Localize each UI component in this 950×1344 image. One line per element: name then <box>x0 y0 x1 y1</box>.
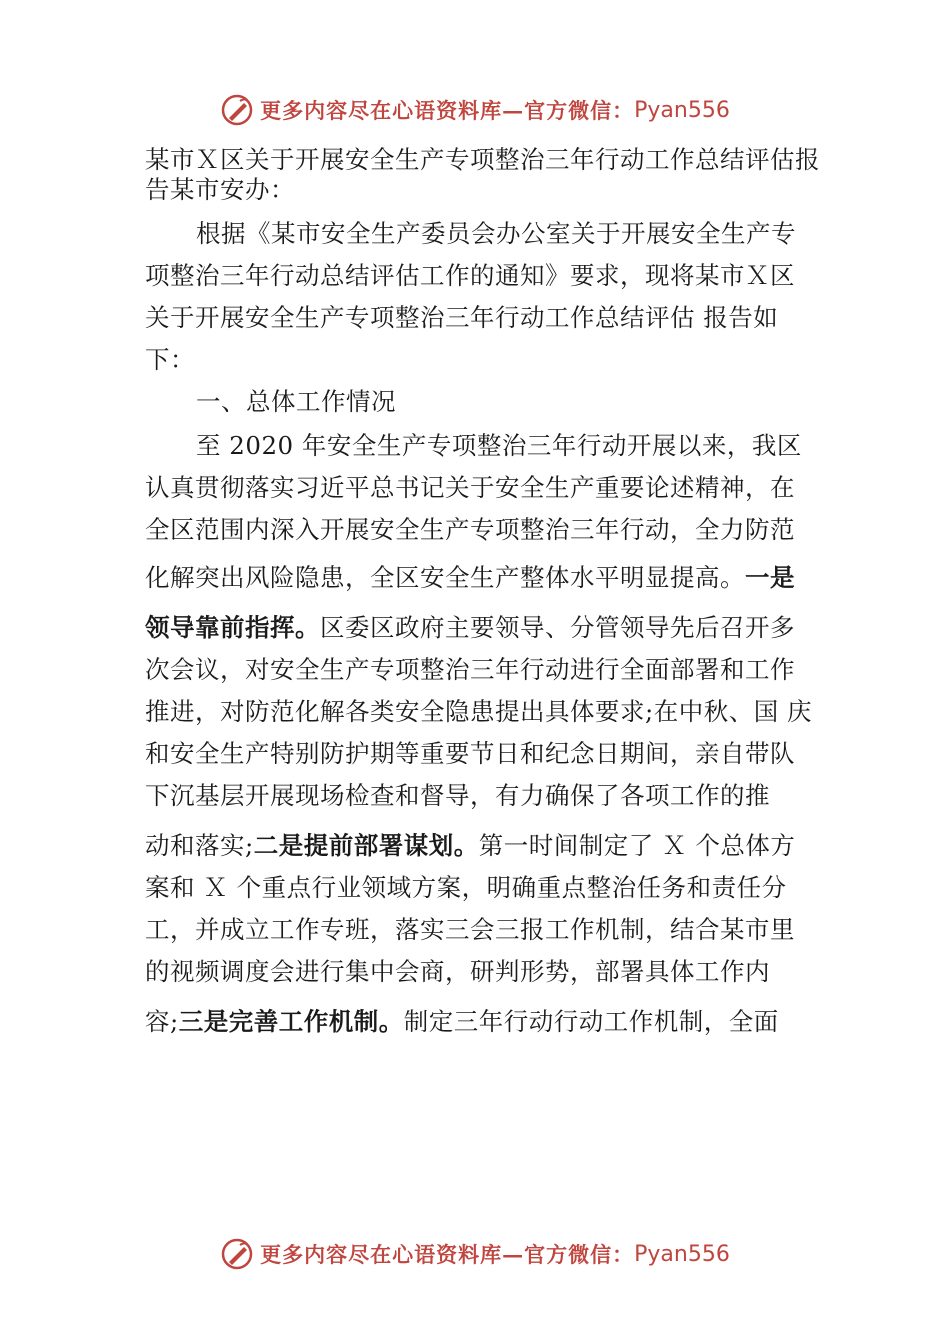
paragraph-line <box>145 562 795 594</box>
paragraph-line: 根据《某市安全生产委员会办公室关于开展安全生产专 <box>196 219 796 248</box>
paragraph-line: 和安全生产特别防护期等重要节日和纪念日期间，亲自带队 <box>145 739 795 768</box>
paragraph-line <box>145 830 795 862</box>
paragraph-line: 认真贯彻落实习近平总书记关于安全生产重要论述精神，在 <box>145 473 795 502</box>
paragraph-line: 下： <box>145 345 195 374</box>
section-heading: 一、总体工作情况 <box>196 387 396 416</box>
text-run: 动和落实; <box>145 831 254 860</box>
paragraph-line: 推进，对防范化解各类安全隐患提出具体要求;在中秋、国 庆 <box>145 697 813 726</box>
paragraph-line: 案和 Ｘ 个重点行业领域方案，明确重点整治任务和责任分 <box>145 873 787 902</box>
text-run: 容; <box>145 1007 179 1036</box>
bold-text-run: 领导靠前指挥。 <box>145 613 320 642</box>
bold-text-run: 一是 <box>745 563 795 592</box>
doc-title-line: 某市Ｘ区关于开展安全生产专项整治三年行动工作总结评估报 <box>145 145 820 174</box>
paragraph-line <box>145 612 795 644</box>
paragraph-line <box>145 1006 779 1038</box>
paragraph-line: 全区范围内深入开展安全生产专项整治三年行动，全力防范 <box>145 515 795 544</box>
bold-text-run: 三是完善工作机制。 <box>178 1007 404 1036</box>
paragraph-line: 工，并成立工作专班，落实三会三报工作机制，结合某市里 <box>145 915 795 944</box>
banner-text: 更多内容尽在心语资料库—官方微信： <box>260 98 635 123</box>
banner-text: 更多内容尽在心语资料库—官方微信： <box>260 1242 635 1267</box>
pen-logo-icon <box>220 93 254 127</box>
paragraph-line: 次会议，对安全生产专项整治三年行动进行全面部署和工作 <box>145 655 795 684</box>
banner-account: Pyan556 <box>634 97 730 123</box>
bold-text-run: 二是提前部署谋划。 <box>253 831 479 860</box>
pen-logo-icon <box>220 1237 254 1271</box>
footer-banner <box>0 1232 950 1276</box>
paragraph-line: 至 2020 年安全生产专项整治三年行动开展以来，我区 <box>196 431 802 460</box>
header-banner <box>0 88 950 132</box>
doc-title-line: 告某市安办： <box>145 175 295 204</box>
text-run: 化解突出风险隐患，全区安全生产整体水平明显提高。 <box>145 563 745 592</box>
text-run: 区委区政府主要领导、分管领导先后召开多 <box>320 613 795 642</box>
paragraph-line: 下沉基层开展现场检查和督导，有力确保了各项工作的推 <box>145 781 770 810</box>
text-run: 第一时间制定了 Ｘ 个总体方 <box>478 831 796 860</box>
banner-account: Pyan556 <box>634 1241 730 1267</box>
paragraph-line: 的视频调度会进行集中会商，研判形势，部署具体工作内 <box>145 957 770 986</box>
paragraph-line: 关于开展安全生产专项整治三年行动工作总结评估 报告如 <box>145 303 779 332</box>
text-run: 制定三年行动行动工作机制，全面 <box>403 1007 779 1036</box>
paragraph-line: 项整治三年行动总结评估工作的通知》要求，现将某市Ｘ区 <box>145 261 795 290</box>
